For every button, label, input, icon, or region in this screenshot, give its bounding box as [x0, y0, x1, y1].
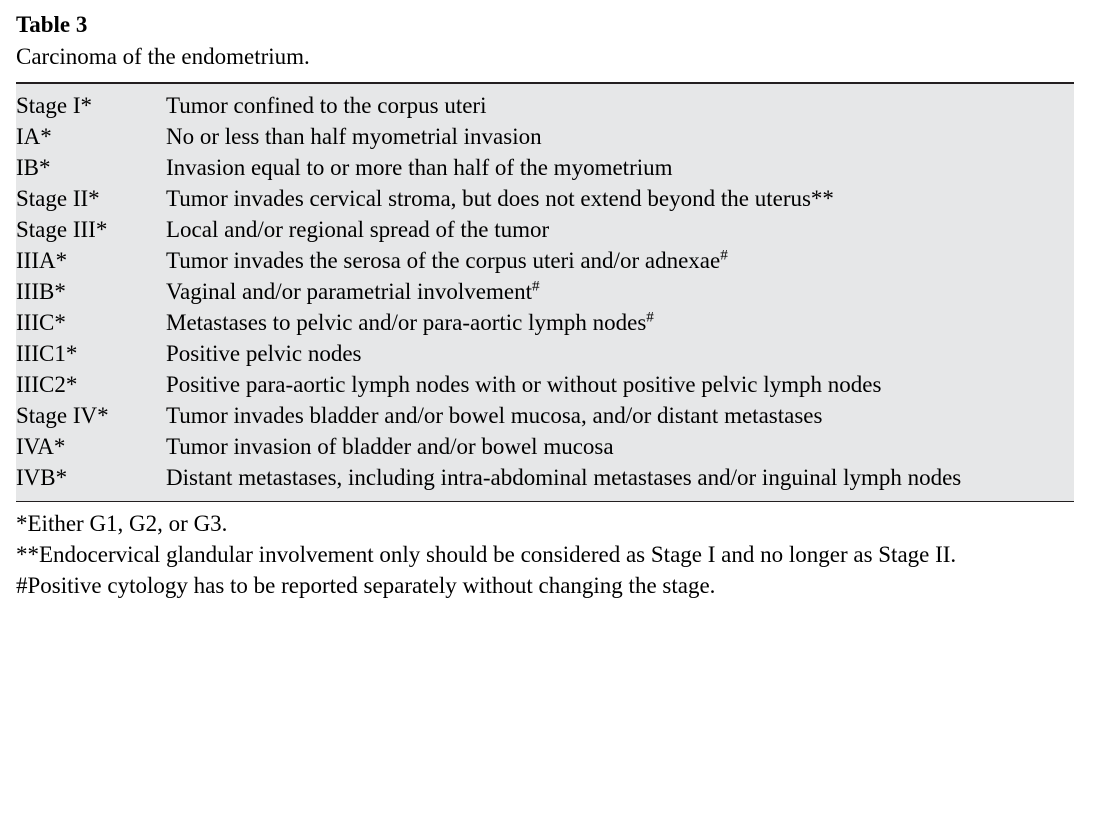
table-row: [16, 462, 1074, 493]
description-text: Tumor invades cervical stroma, but does not extend beyond the uterus**: [166, 186, 834, 211]
description-cell: [166, 431, 1074, 462]
description-cell: [166, 338, 1074, 369]
table-row: [16, 152, 1074, 183]
stage-cell: IIIC2*: [16, 372, 78, 397]
stage-cell: IIIC1*: [16, 341, 78, 366]
table-row: [16, 431, 1074, 462]
table-body: [16, 84, 1074, 501]
description-cell: [166, 121, 1074, 152]
stage-cell: IA*: [16, 124, 52, 149]
footnote-marker: #: [646, 308, 654, 326]
footnote-1: *Either G1, G2, or G3.: [16, 511, 228, 536]
description-text: Distant metastases, including intra-abdominal metastases and/or inguinal lymph nodes: [166, 465, 962, 490]
description-text: Metastases to pelvic and/or para-aortic lymph nodes: [166, 310, 647, 335]
description-cell: [166, 462, 1074, 493]
table-row: [16, 276, 1074, 307]
footnote-marker: #: [531, 277, 540, 295]
description-cell: [166, 90, 1074, 121]
table-row: [16, 183, 1074, 214]
footnote-marker: #: [720, 246, 728, 264]
description-text: Tumor confined to the corpus uteri: [166, 93, 487, 118]
description-cell: [166, 307, 1074, 338]
description-cell: [166, 245, 1074, 276]
stage-cell: IIIC*: [16, 310, 66, 335]
table-row: [16, 338, 1074, 369]
table-row: [16, 214, 1074, 245]
description-cell: [166, 369, 1074, 400]
stage-cell: Stage IV*: [16, 403, 109, 428]
description-text: Vaginal and/or parametrial involvement: [166, 279, 532, 304]
staging-table: [16, 90, 1074, 493]
stage-cell: IIIB*: [16, 279, 66, 304]
table-row: [16, 90, 1074, 121]
description-text: Tumor invasion of bladder and/or bowel mucosa: [166, 434, 614, 459]
description-cell: [166, 214, 1074, 245]
stage-cell: Stage I*: [16, 93, 93, 118]
stage-cell: IVA*: [16, 434, 66, 459]
stage-cell: Stage II*: [16, 186, 100, 211]
table-row: [16, 245, 1074, 276]
stage-cell: Stage III*: [16, 217, 108, 242]
description-text: No or less than half myometrial invasion: [166, 124, 542, 149]
description-cell: [166, 183, 1074, 214]
table-caption: Carcinoma of the endometrium.: [16, 44, 310, 69]
description-text: Positive pelvic nodes: [166, 341, 362, 366]
description-cell: [166, 152, 1074, 183]
stage-cell: IB*: [16, 155, 51, 180]
stage-cell: IIIA*: [16, 248, 68, 273]
description-cell: [166, 400, 1074, 431]
description-text: Positive para-aortic lymph nodes with or without positive pelvic lymph nodes: [166, 372, 882, 397]
staging-table-body: [16, 90, 1074, 493]
stage-cell: IVB*: [16, 465, 68, 490]
description-text: Tumor invades the serosa of the corpus uteri and/or adnexae: [166, 248, 721, 273]
table-row: [16, 369, 1074, 400]
table-row: [16, 400, 1074, 431]
description-text: Tumor invades bladder and/or bowel mucosa, and/or distant metastases: [166, 403, 823, 428]
footnote-2: **Endocervical glandular involvement only should be considered as Stage I and no longer as Stage II.: [16, 542, 957, 567]
description-text: Local and/or regional spread of the tumor: [166, 217, 550, 242]
table-label: Table 3: [16, 12, 88, 37]
table-row: [16, 121, 1074, 152]
table-footnotes: [16, 502, 1074, 601]
footnote-3: #Positive cytology has to be reported separately without changing the stage.: [16, 573, 716, 598]
description-text: Invasion equal to or more than half of the myometrium: [166, 155, 673, 180]
table-row: [16, 307, 1074, 338]
description-cell: [166, 276, 1074, 307]
